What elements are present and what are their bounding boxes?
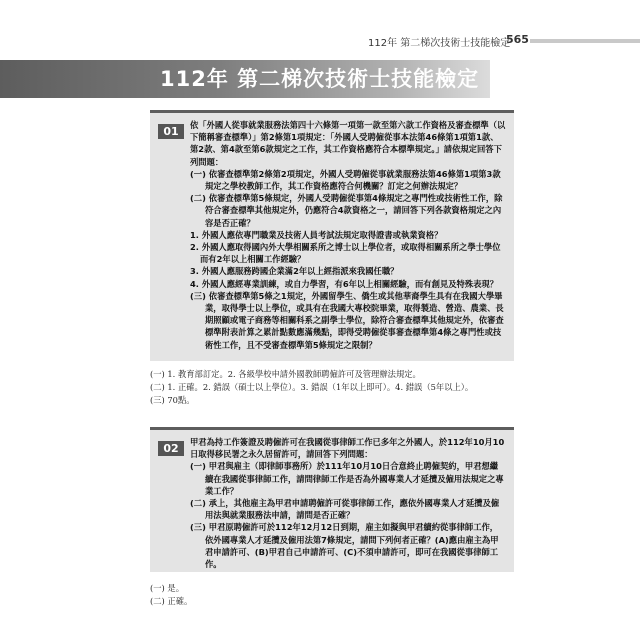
question-box-01: [150, 110, 514, 361]
question-item: (三) 甲君原聘僱許可於112年12月12日到期，雇主如擬與甲君續約從事律師工作，依外國專業人才延攬及僱用法第7條規定，請問下列何者正確？(A)應由雇主為甲君申請許可、(B)甲君自己申請許可、(C)不須申請許可，即可在我國從事律師工作。: [190, 522, 499, 570]
question-box-02: [150, 427, 514, 572]
question-body: [190, 119, 506, 351]
running-header-title: 112年 第二梯次技術士技能檢定: [368, 38, 511, 49]
question-item: (一) 依審查標準第2條第2項規定，外國人受聘僱從事就業服務法第46條第1項第3款規定之學校教師工作，其工作資格應符合何機關？訂定之何辦法規定？: [190, 168, 501, 192]
question-item: (一) 甲君與雇主（即律師事務所）於111年10月10日合意終止聘僱契約，甲君想繼續在我國從事律師工作，請問律師工作是否為外國專業人才延攬及僱用法規定之專業工作？: [190, 461, 504, 496]
answer-line: (二) 1. 正確。2. 錯誤（碩士以上學位）。3. 錯誤（1年以上即可）。4. 錯誤（5年以上）。: [150, 382, 474, 392]
page-title: 112年 第二梯次技術士技能檢定: [160, 67, 480, 91]
answer-line: (三) 70點。: [150, 395, 195, 405]
answer-line: (一) 1. 教育部訂定。2. 各級學校申請外國教師聘僱許可及管理辦法規定。: [150, 369, 421, 379]
question-subitem: 2. 外國人應取得國內外大學相關系所之博士以上學位者，或取得相關系所之學士學位而有2年以上相關工作經驗？: [190, 242, 501, 265]
answer-line: (二) 正確。: [150, 596, 193, 606]
question-item: (二) 依審查標準第5條規定，外國人受聘僱從事第4條規定之專門性或技術性工作，除符合審查標準其他規定外，仍應符合4款資格之一，請回答下列各款資格規定之內容是否正確？: [190, 193, 503, 228]
header-decoration-bar: [530, 39, 640, 43]
question-number-badge: 01: [158, 124, 184, 139]
question-stem: 甲君為持工作簽證及聘僱許可在我國從事律師工作已多年之外國人，於112年10月10日取得移民署之永久居留許可，請回答下列問題：: [190, 437, 505, 460]
answers-01: [150, 368, 473, 407]
answers-02: [150, 582, 192, 608]
question-subitem: 4. 外國人應經專業訓練，或自力學習，有6年以上相關經驗，而有創見及特殊表現？: [190, 278, 498, 289]
question-item: (二) 承上，其他雇主為甲君申請聘僱許可從事律師工作，應依外國專業人才延攬及僱用法與就業服務法申請，請問是否正確？: [190, 498, 500, 521]
question-subitem: 3. 外國人應服務跨國企業滿2年以上經指派來我國任職？: [190, 266, 399, 277]
question-body: [190, 436, 506, 570]
page-number: 565: [506, 33, 529, 46]
answer-line: (一) 是。: [150, 583, 185, 593]
question-stem: 依「外國人從事就業服務法第四十六條第一項第一款至第六款工作資格及審查標準（以下簡稱審查標準）」第2條第1項規定：「外國人受聘僱從事本法第46條第1項第1款、第2款、第4款至第6款規定之工作，其工作資格應符合本標準規定。」請依規定回答下列問題：: [190, 120, 506, 167]
question-number-badge: 02: [158, 441, 184, 456]
question-item: (三) 依審查標準第5條之1規定，外國留學生、僑生或其他華裔學生具有在我國大學畢業，取得學士以上學位，或具有在我國大專校院畢業，取得製造、營造、農業、長期照顧或電子商務等相關科系之副學士學位，除符合審查標準其他規定外，依審查標準附表計算之累計點數應滿幾點，即得受聘僱從事審查標準第4條之專門性或技術性工作，且不受審查標準第5條規定之限制？: [190, 290, 504, 350]
question-subitem: 1. 外國人應依專門職業及技術人員考試法規定取得證書或執業資格？: [190, 229, 443, 240]
